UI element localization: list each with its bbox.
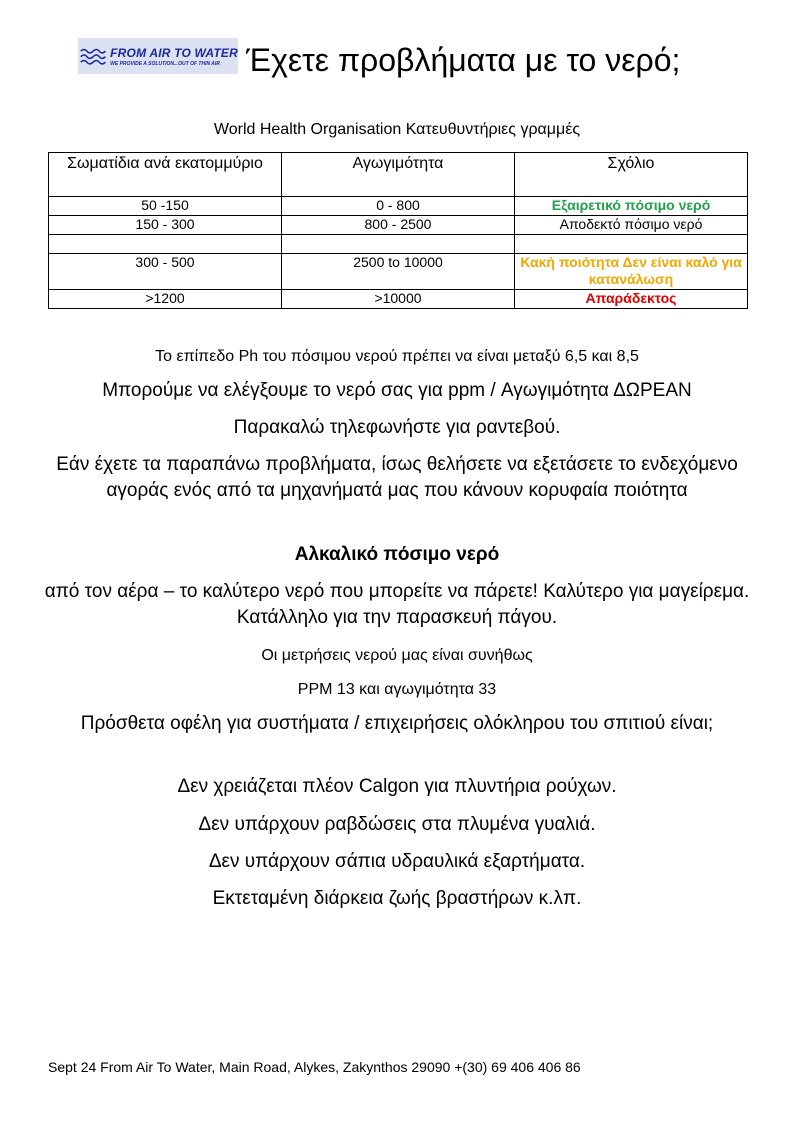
- cell-ppm: 50 -150: [49, 197, 282, 216]
- benefit-item: Δεν υπάρχουν σάπια υδραυλικά εξαρτήματα.: [208, 851, 586, 872]
- company-logo: [78, 38, 238, 74]
- benefit-item: Δεν χρειάζεται πλέον Calgon για πλυντήρια ρούχων.: [177, 776, 617, 797]
- cell-ppm: 300 - 500: [49, 254, 282, 290]
- alkaline-heading: Αλκαλικό πόσιμο νερό: [294, 544, 500, 565]
- appointment-text: Παρακαλώ τηλεφωνήστε για ραντεβού.: [233, 417, 561, 438]
- table-row: [49, 290, 748, 309]
- benefit-item: Δεν υπάρχουν ραβδώσεις στα πλυμένα γυαλιά.: [198, 814, 596, 835]
- logo-tagline: WE PROVIDE A SOLUTION...OUT OF THIN AIR: [110, 60, 220, 67]
- cell-conductivity: 0 - 800: [282, 197, 515, 216]
- header-conductivity: Αγωγιμότητα: [282, 153, 515, 197]
- header-comment: Σχόλιο: [515, 153, 748, 197]
- footer-contact: Sept 24 From Air To Water, Main Road, Alykes, Zakynthos 29090 +(30) 69 406 406 86: [48, 1059, 581, 1075]
- cell-comment: [515, 235, 748, 254]
- cell-comment: Εξαιρετικό πόσιμο νερό: [515, 197, 748, 216]
- cell-ppm: >1200: [49, 290, 282, 309]
- ppm-text: PPM 13 και αγωγιμότητα 33: [297, 681, 497, 698]
- benefits-intro: Πρόσθετα οφέλη για συστήματα / επιχειρήσεις ολόκληρου του σπιτιού είναι;: [80, 713, 714, 734]
- cell-comment: Κακή ποιότητα Δεν είναι καλό για κατανάλωση: [515, 254, 748, 290]
- header-ppm: Σωματίδια ανά εκατομμύριο: [49, 153, 282, 197]
- air-water-text: από τον αέρα – το καλύτερο νερό που μπορείτε να πάρετε! Καλύτερο για μαγείρεμα. Κατάλληλο για την παρασκευή πάγου.: [44, 581, 750, 628]
- cell-conductivity: >10000: [282, 290, 515, 309]
- benefit-item: Εκτεταμένη διάρκεια ζωής βραστήρων κ.λπ.: [212, 888, 582, 909]
- ph-text: Το επίπεδο Ph του πόσιμου νερού πρέπει να είναι μεταξύ 6,5 και 8,5: [155, 348, 639, 365]
- logo-title: FROM AIR TO WATER: [110, 45, 238, 60]
- cell-ppm: [49, 235, 282, 254]
- cell-comment: Απαράδεκτος: [515, 290, 748, 309]
- table-header-row: [49, 153, 748, 197]
- water-quality-table: [48, 152, 748, 309]
- cell-conductivity: [282, 235, 515, 254]
- cell-conductivity: 2500 to 10000: [282, 254, 515, 290]
- table-row: [49, 235, 748, 254]
- table-row: [49, 254, 748, 290]
- table-row: [49, 197, 748, 216]
- free-test-text: Μπορούμε να ελέγξουμε το νερό σας για ppm / Αγωγιμότητα ΔΩΡΕΑΝ: [102, 380, 692, 401]
- table-caption: World Health Organisation Κατευθυντήριες γραμμές: [213, 121, 581, 138]
- cell-ppm: 150 - 300: [49, 216, 282, 235]
- machines-text: Εάν έχετε τα παραπάνω προβλήματα, ίσως θελήσετε να εξετάσετε το ενδεχόμενο αγοράς ενός από τα μηχανήματά μας που κάνουν κορυφαία ποιότητα: [56, 454, 738, 501]
- cell-comment: Αποδεκτό πόσιμο νερό: [515, 216, 748, 235]
- page-title: Έχετε προβλήματα με το νερό;: [246, 42, 681, 78]
- table-row: [49, 216, 748, 235]
- water-waves-icon: [78, 38, 108, 74]
- measurements-text: Οι μετρήσεις νερού μας είναι συνήθως: [261, 647, 533, 664]
- cell-conductivity: 800 - 2500: [282, 216, 515, 235]
